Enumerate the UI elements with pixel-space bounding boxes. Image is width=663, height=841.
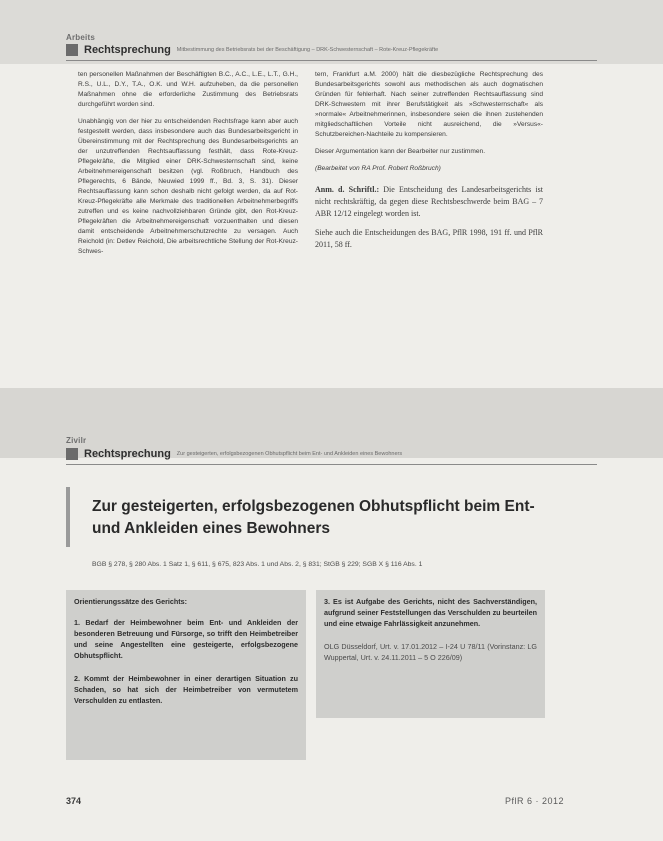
square-marker-icon [66, 44, 78, 56]
top-rubric-row [66, 44, 438, 56]
bottom-rubric: Rechtsprechung [84, 448, 171, 460]
left-text-column [78, 70, 298, 264]
see-also-note: Siehe auch die Entscheidungen des BAG, PflR 1998, 191 ff. und PflR 2011, 58 ff. [315, 228, 543, 249]
guidelines-box-right [316, 590, 545, 718]
section-label-bottom: Zivilr [66, 436, 87, 445]
bottom-rubric-row [66, 448, 402, 460]
top-rubric: Rechtsprechung [84, 44, 171, 56]
right-paragraph-1: tern, Frankfurt a.M. 2000) hält die diesbezügliche Rechtsprechung des Bundesarbeitsgerichts sowohl aus methodischen als auch dogmatischen Gründen für fehlerhaft. Nach seiner zutreffenden Rechtsauffassung sind DRK-Schwestern mit ihrer Berufstätigkeit als »Schwesternschaft« als »normale« Arbeitnehmerinnen, insbesondere seien die ihnen zustehenden mitgliedschaftlichen Vorteile nicht ausreichend, die »Versus«-Schutzbereichen-Nachteile zu kompensieren. [315, 71, 543, 138]
bottom-rubric-subtitle: Zur gesteigerten, erfolgsbezogenen Obhutspflicht beim Ent- und Ankleiden eines Bewohners [176, 451, 403, 457]
statute-references: BGB § 278, § 280 Abs. 1 Satz 1, § 611, § 675, 823 Abs. 1 und Abs. 2, § 831; StGB § 229; SGB X § 116 Abs. 1 [92, 561, 423, 568]
guidelines-heading: Orientierungssätze des Gerichts: [74, 597, 188, 606]
left-paragraph-1: ten personellen Maßnahmen der Beschäftigten B.C., A.C., L.E., L.T., G.H., R.S., U.L., D.Y., T.A., O.K. und W.H. aufzuheben, da die personellen Maßnahmen ohne die erforderliche Zustimmung des Betriebsrats durchgeführt worden sind. [78, 71, 298, 108]
author-note-label: Anm. d. Schriftl.: [315, 185, 380, 194]
right-paragraph-2: Dieser Argumentation kann der Bearbeiter nur zustimmen. [315, 148, 486, 155]
guidelines-box-left [66, 590, 306, 760]
guideline-1: 1. Bedarf der Heimbewohner beim Ent- und Ankleiden der besonderen Betreuung und Fürsorge, so trifft den Heimbetreiber und seine Angestellten eine gesteigerte, erfolgsbezogene Obhutspflicht. [74, 618, 298, 660]
editor-note: (Bearbeitet von RA Prof. Robert Roßbruch) [315, 165, 441, 172]
section-rule [66, 464, 597, 465]
section-label-top: Arbeits [66, 33, 95, 42]
page-number: 374 [66, 796, 82, 806]
author-note-text: Die Entscheidung des Landesarbeitsgerichts ist nicht rechtskräftig, da gegen diese Rechtsbeschwerde beim BAG – 7 ABR 12/12 eingelegt worden ist. [315, 185, 544, 218]
left-paragraph-2: Unabhängig von der hier zu entscheidenden Rechtsfrage kann aber auch festgestellt werden, dass insbesondere auch das Bundesarbeitsgericht in Übereinstimmung mit der Rechtsprechung des Bundesarbeitsgerichts an der unzutreffenden Rechtsauffassung festhält, dass Rote-Kreuz-Pflegekräfte, die Mitglied einer DRK-Schwesternschaft sind, keine Arbeitnehmereigenschaft besitzen (vgl. Roßbruch, Handbuch des Pflegerechts, 6 Bände, Neuwied 1999 ff., Bd. 3, S. 31). Dieser Rechtsauffassung kann schon deshalb nicht gefolgt werden, da auf Rot-Kreuz-Pflegekräfte alle Merkmale des traditionellen Arbeitnehmerbegriffs zutreffen und es keine nachvollziehbaren Gründe gibt, den Rot-Kreuz-Pflegekräften die Arbeitnehmereigenschaft vorzuenthalten und diesen damit entscheidende Arbeitnehmerschutzrechte zu versagen. Auch Reichold (in: Detlev Reichold, Die arbeitsrechtliche Stellung der Rot-Kreuz-Schwes- [78, 118, 298, 255]
article-title: Zur gesteigerten, erfolgsbezogenen Obhutspflicht beim Ent- und Ankleiden eines Bewohners [92, 498, 535, 537]
guideline-3: 3. Es ist Aufgabe des Gerichts, nicht des Sachverständigen, aufgrund seiner Feststellungen das Verschulden zu beurteilen und eine etwaige Fahrlässigkeit anzunehmen. [324, 597, 537, 628]
journal-issue: PflR 6 · 2012 [505, 796, 565, 806]
square-marker-icon [66, 448, 78, 460]
title-accent-bar [66, 487, 70, 547]
author-note [315, 184, 543, 220]
header-rule [66, 60, 597, 61]
court-citation: OLG Düsseldorf, Urt. v. 17.01.2012 – I-24 U 78/11 (Vorinstanz: LG Wuppertal, Urt. v. 24.11.2011 – 5 O 226/09) [324, 642, 537, 662]
top-rubric-subtitle: Mitbestimmung des Betriebsrats bei der Beschäftigung – DRK-Schwesternschaft – Rote-Kreuz-Pflegekräfte [176, 47, 439, 53]
right-text-column [315, 70, 543, 258]
guideline-2: 2. Kommt der Heimbewohner in einer derartigen Situation zu Schaden, so hat sich der Heimbetreiber von vermutetem Verschulden zu entlasten. [74, 674, 298, 705]
